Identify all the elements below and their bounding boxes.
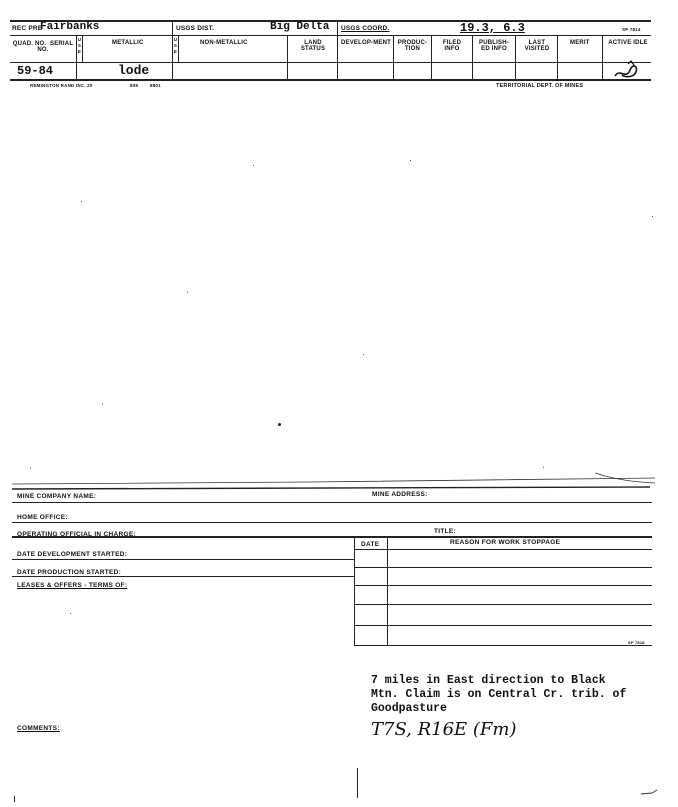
divider xyxy=(431,35,432,79)
usgs-dist-value: Big Delta xyxy=(270,21,330,33)
scan-speck xyxy=(543,467,544,468)
date-col-header: DATE xyxy=(361,541,380,548)
rule xyxy=(12,536,652,538)
scan-speck xyxy=(81,201,82,202)
col-quad-serial xyxy=(12,41,74,53)
home-office-label: HOME OFFICE: xyxy=(17,514,68,521)
rec-value: Fairbanks xyxy=(40,21,100,33)
col-metallic: METALLIC xyxy=(112,40,144,46)
scan-speck xyxy=(187,292,188,293)
col-published-info: PUBLISH-ED INFO xyxy=(479,40,509,52)
scan-speck xyxy=(102,404,103,405)
divider xyxy=(14,796,15,802)
scan-speck xyxy=(363,354,364,355)
rule xyxy=(354,585,652,586)
rule xyxy=(354,549,652,550)
rule xyxy=(12,522,652,523)
date-production-label: DATE PRODUCTION STARTED: xyxy=(17,569,122,576)
title-label: TITLE: xyxy=(434,528,457,535)
scan-speck xyxy=(70,613,71,614)
header-bottom-rule xyxy=(10,79,651,81)
top-edge-rules xyxy=(10,470,655,492)
rule xyxy=(354,645,652,646)
rule xyxy=(354,604,652,605)
divider xyxy=(557,35,558,79)
col-quad: QUAD. NO. xyxy=(12,41,47,47)
form-number-lower: SP 7818 xyxy=(628,640,645,645)
rule xyxy=(12,559,354,560)
divider xyxy=(393,35,394,79)
col-non-metallic: NON-METALLIC xyxy=(200,40,248,46)
divider xyxy=(515,35,516,79)
divider xyxy=(602,35,603,79)
divider xyxy=(172,20,173,35)
col-serial: SERIAL NO. xyxy=(37,41,74,53)
rule xyxy=(12,502,652,503)
leases-label: LEASES & OFFERS - TERMS OF: xyxy=(17,582,128,589)
active-idle-mark-icon xyxy=(612,58,642,80)
col-land-status: LAND STATUS xyxy=(300,40,326,52)
divider xyxy=(354,536,355,646)
rule xyxy=(354,625,652,626)
notes-line-2: Mtn. Claim is on Central Cr. trib. of xyxy=(371,688,627,701)
divider xyxy=(472,35,473,79)
header-mid-rule xyxy=(10,35,651,36)
rule xyxy=(354,567,652,568)
col-last-visited: LAST VISITED xyxy=(524,40,550,52)
reason-col-header: REASON FOR WORK STOPPAGE xyxy=(450,539,561,546)
imprint-code2: 8801 xyxy=(150,83,161,88)
col-use-metallic: U S E xyxy=(77,37,82,54)
usgs-coord-value: 19.3, 6.3 xyxy=(460,21,525,35)
imprint-right: TERRITORIAL DEPT. OF MINES xyxy=(496,83,584,89)
scan-speck xyxy=(652,216,653,217)
operating-official-label: OPERATING OFFICIAL IN CHARGE: xyxy=(17,531,136,538)
col-merit: MERIT xyxy=(570,40,590,46)
scan-speck xyxy=(253,165,254,166)
usgs-coord-label: USGS COORD. xyxy=(341,25,390,32)
col-development: DEVELOP-MENT xyxy=(340,40,392,46)
divider xyxy=(337,20,338,35)
notes-line-3: Goodpasture xyxy=(371,702,447,715)
imprint-left: REMINGTON RAND INC. 20 xyxy=(30,83,93,88)
scan-speck xyxy=(30,468,31,469)
divider xyxy=(387,536,388,646)
mine-address-label: MINE ADDRESS: xyxy=(372,491,428,498)
col-active-idle: ACTIVE IDLE xyxy=(608,40,648,46)
metallic-value: lode xyxy=(118,63,150,78)
usgs-dist-label: USGS DIST. xyxy=(176,25,215,32)
scan-speck xyxy=(278,423,281,426)
divider xyxy=(287,35,288,79)
quad-serial-value: 59-84 xyxy=(17,64,54,78)
corner-mark-icon xyxy=(640,788,660,798)
divider xyxy=(357,768,358,798)
header-row-rule xyxy=(10,62,651,63)
mine-company-name-label: MINE COMPANY NAME: xyxy=(17,493,97,500)
form-number: SP 7814 xyxy=(622,27,641,32)
col-use-nonmetallic: U S E xyxy=(173,37,178,54)
divider xyxy=(178,35,179,62)
divider xyxy=(82,35,83,62)
date-development-label: DATE DEVELOPMENT STARTED: xyxy=(17,551,128,558)
handwritten-note: T7S, R16E (Fm) xyxy=(371,719,517,740)
rec-label: REC PRE xyxy=(12,25,43,32)
imprint-code1: 808 xyxy=(130,83,139,88)
notes-line-1: 7 miles in East direction to Black xyxy=(371,674,606,687)
divider xyxy=(337,35,338,79)
header-top-rule xyxy=(10,20,651,22)
col-production: PRODUC-TION xyxy=(397,40,428,52)
rule xyxy=(12,576,354,577)
comments-label: COMMENTS: xyxy=(17,725,60,732)
scan-speck xyxy=(410,160,411,161)
col-filed-info: FILED INFO xyxy=(442,40,462,52)
